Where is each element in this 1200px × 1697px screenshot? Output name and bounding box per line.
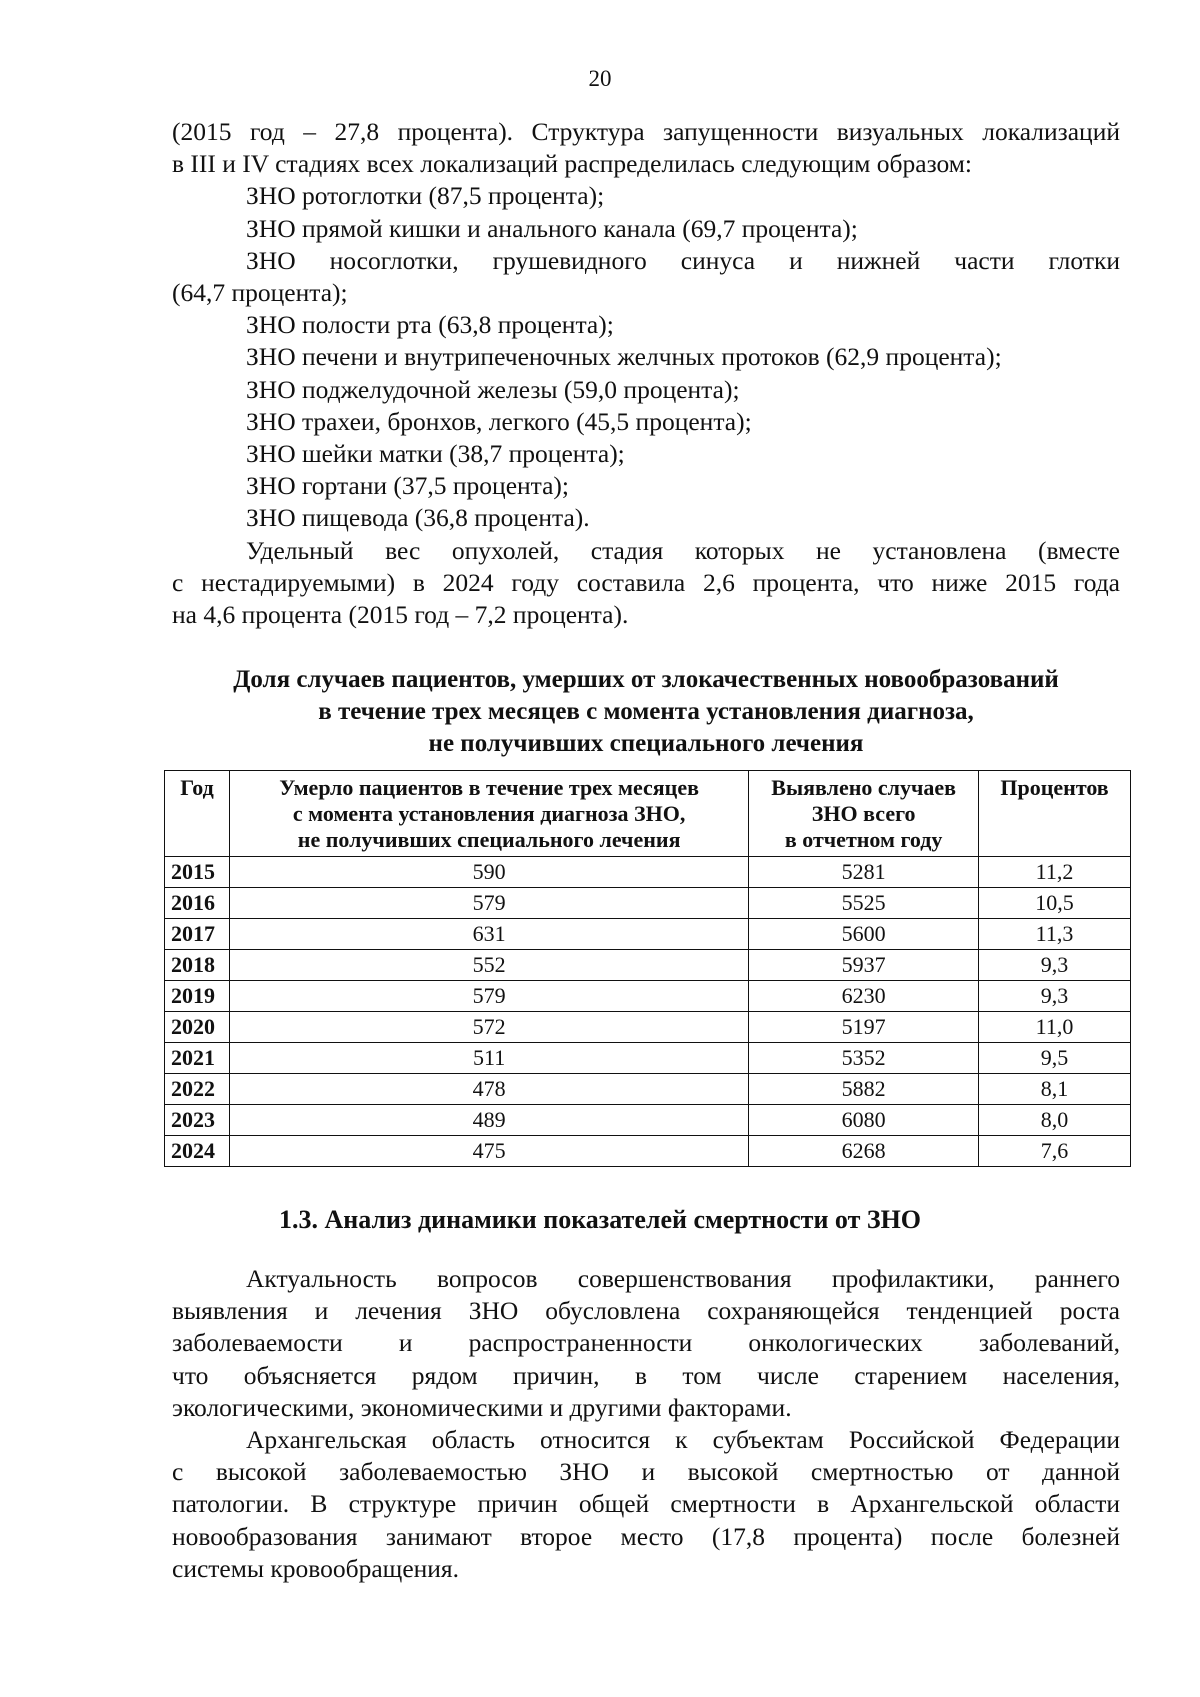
cell-year: 2015	[165, 857, 230, 888]
cell-found: 5352	[749, 1043, 979, 1074]
cell-percent: 9,3	[979, 950, 1131, 981]
text-line: выявления и лечения ЗНО обусловлена сохраняющейся тенденцией роста	[172, 1296, 1120, 1326]
cell-year: 2020	[165, 1012, 230, 1043]
text-line: Удельный вес опухолей, стадия которых не установлена (вместе	[246, 535, 1120, 565]
cell-died: 489	[229, 1105, 748, 1136]
cell-year: 2016	[165, 888, 230, 919]
cell-died: 478	[229, 1074, 748, 1105]
header-line: Умерло пациентов в течение трех месяцев	[279, 775, 700, 800]
cell-died: 590	[229, 857, 748, 888]
table-row	[165, 981, 1131, 1012]
mortality-table	[164, 770, 1131, 1167]
cell-year: 2018	[165, 950, 230, 981]
list-item: ЗНО полости рта (63,8 процента);	[246, 310, 614, 340]
cell-percent: 8,1	[979, 1074, 1131, 1105]
list-item: ЗНО шейки матки (38,7 процента);	[246, 439, 625, 469]
cell-percent: 7,6	[979, 1136, 1131, 1167]
text-line: на 4,6 процента (2015 год – 7,2 процента).	[172, 600, 629, 630]
header-line: с момента установления диагноза ЗНО,	[292, 801, 686, 826]
text-line: (2015 год – 27,8 процента). Структура запущенности визуальных локализаций	[172, 117, 1120, 146]
header-line: в отчетном году	[784, 827, 943, 852]
cell-died: 552	[229, 950, 748, 981]
cell-percent: 11,2	[979, 857, 1131, 888]
cell-year: 2024	[165, 1136, 230, 1167]
table-row	[165, 950, 1131, 981]
list-item: ЗНО печени и внутрипеченочных желчных протоков (62,9 процента);	[246, 342, 1002, 372]
text-line: Актуальность вопросов совершенствования профилактики, раннего	[246, 1264, 1120, 1293]
cell-percent: 8,0	[979, 1105, 1131, 1136]
cell-year: 2021	[165, 1043, 230, 1074]
cell-year: 2023	[165, 1105, 230, 1136]
caption-line: не получивших специального лечения	[428, 730, 864, 757]
intro-text	[172, 116, 1120, 631]
cell-died: 579	[229, 888, 748, 919]
text-line: патологии. В структуре причин общей смертности в Архангельской области	[172, 1489, 1120, 1519]
cell-percent: 11,0	[979, 1012, 1131, 1043]
text-line: системы кровообращения.	[172, 1553, 460, 1583]
table-row	[165, 919, 1131, 950]
header-percent: Процентов	[979, 771, 1131, 857]
body-text	[172, 1263, 1120, 1585]
cell-found: 5600	[749, 919, 979, 950]
list-item-continuation: (64,7 процента);	[172, 278, 348, 308]
list-item: ЗНО поджелудочной железы (59,0 процента);	[246, 374, 740, 404]
list-item: ЗНО гортани (37,5 процента);	[246, 471, 570, 501]
header-year: Год	[165, 771, 230, 857]
cell-found: 6080	[749, 1105, 979, 1136]
list-item: ЗНО прямой кишки и анального канала (69,7 процента);	[246, 213, 858, 243]
table-header-row	[165, 771, 1131, 857]
text-line: заболеваемости и распространенности онкологических заболеваний,	[172, 1328, 1120, 1358]
header-died	[229, 771, 748, 857]
cell-found: 5525	[749, 888, 979, 919]
table-row	[165, 1105, 1131, 1136]
cell-percent: 10,5	[979, 888, 1131, 919]
section-title: 1.3. Анализ динамики показателей смертности от ЗНО	[278, 1205, 922, 1234]
list-item: ЗНО трахеи, бронхов, легкого (45,5 процента);	[246, 406, 752, 436]
cell-found: 6268	[749, 1136, 979, 1167]
table-row	[165, 1043, 1131, 1074]
caption-line: Доля случаев пациентов, умерших от злокачественных новообразований	[233, 666, 1059, 693]
cell-year: 2017	[165, 919, 230, 950]
table-row	[165, 1012, 1131, 1043]
header-found	[749, 771, 979, 857]
table-row	[165, 1074, 1131, 1105]
header-line: ЗНО всего	[811, 801, 916, 826]
list-item: ЗНО носоглотки, грушевидного синуса и нижней части глотки	[246, 245, 1120, 275]
cell-found: 6230	[749, 981, 979, 1012]
cell-year: 2019	[165, 981, 230, 1012]
table-caption	[160, 664, 1132, 760]
text-line: с нестадируемыми) в 2024 году составила 2,6 процента, что ниже 2015 года	[172, 567, 1120, 597]
cell-percent: 9,3	[979, 981, 1131, 1012]
text-line: экологическими, экономическими и другими факторами.	[172, 1392, 792, 1422]
header-line: Выявлено случаев	[771, 775, 957, 800]
text-line: новообразования занимают второе место (17,8 процента) после болезней	[172, 1521, 1120, 1551]
table-row	[165, 1136, 1131, 1167]
table-row	[165, 857, 1131, 888]
cell-found: 5937	[749, 950, 979, 981]
cell-died: 572	[229, 1012, 748, 1043]
list-item: ЗНО пищевода (36,8 процента).	[246, 503, 590, 533]
text-line: что объясняется рядом причин, в том числе старением населения,	[172, 1360, 1120, 1390]
cell-percent: 9,5	[979, 1043, 1131, 1074]
caption-line: в течение трех месяцев с момента установления диагноза,	[318, 698, 974, 725]
text-line: в III и IV стадиях всех локализаций распределилась следующим образом:	[172, 149, 972, 179]
cell-percent: 11,3	[979, 919, 1131, 950]
page-number: 20	[588, 66, 612, 91]
list-item: ЗНО ротоглотки (87,5 процента);	[246, 181, 605, 211]
cell-died: 579	[229, 981, 748, 1012]
cell-found: 5197	[749, 1012, 979, 1043]
cell-found: 5882	[749, 1074, 979, 1105]
cell-year: 2022	[165, 1074, 230, 1105]
cell-died: 511	[229, 1043, 748, 1074]
cell-died: 475	[229, 1136, 748, 1167]
text-line: с высокой заболеваемостью ЗНО и высокой смертностью от данной	[172, 1457, 1120, 1487]
cell-died: 631	[229, 919, 748, 950]
table-row	[165, 888, 1131, 919]
header-line: не получивших специального лечения	[297, 827, 681, 852]
text-line: Архангельская область относится к субъектам Российской Федерации	[246, 1425, 1120, 1455]
cell-found: 5281	[749, 857, 979, 888]
